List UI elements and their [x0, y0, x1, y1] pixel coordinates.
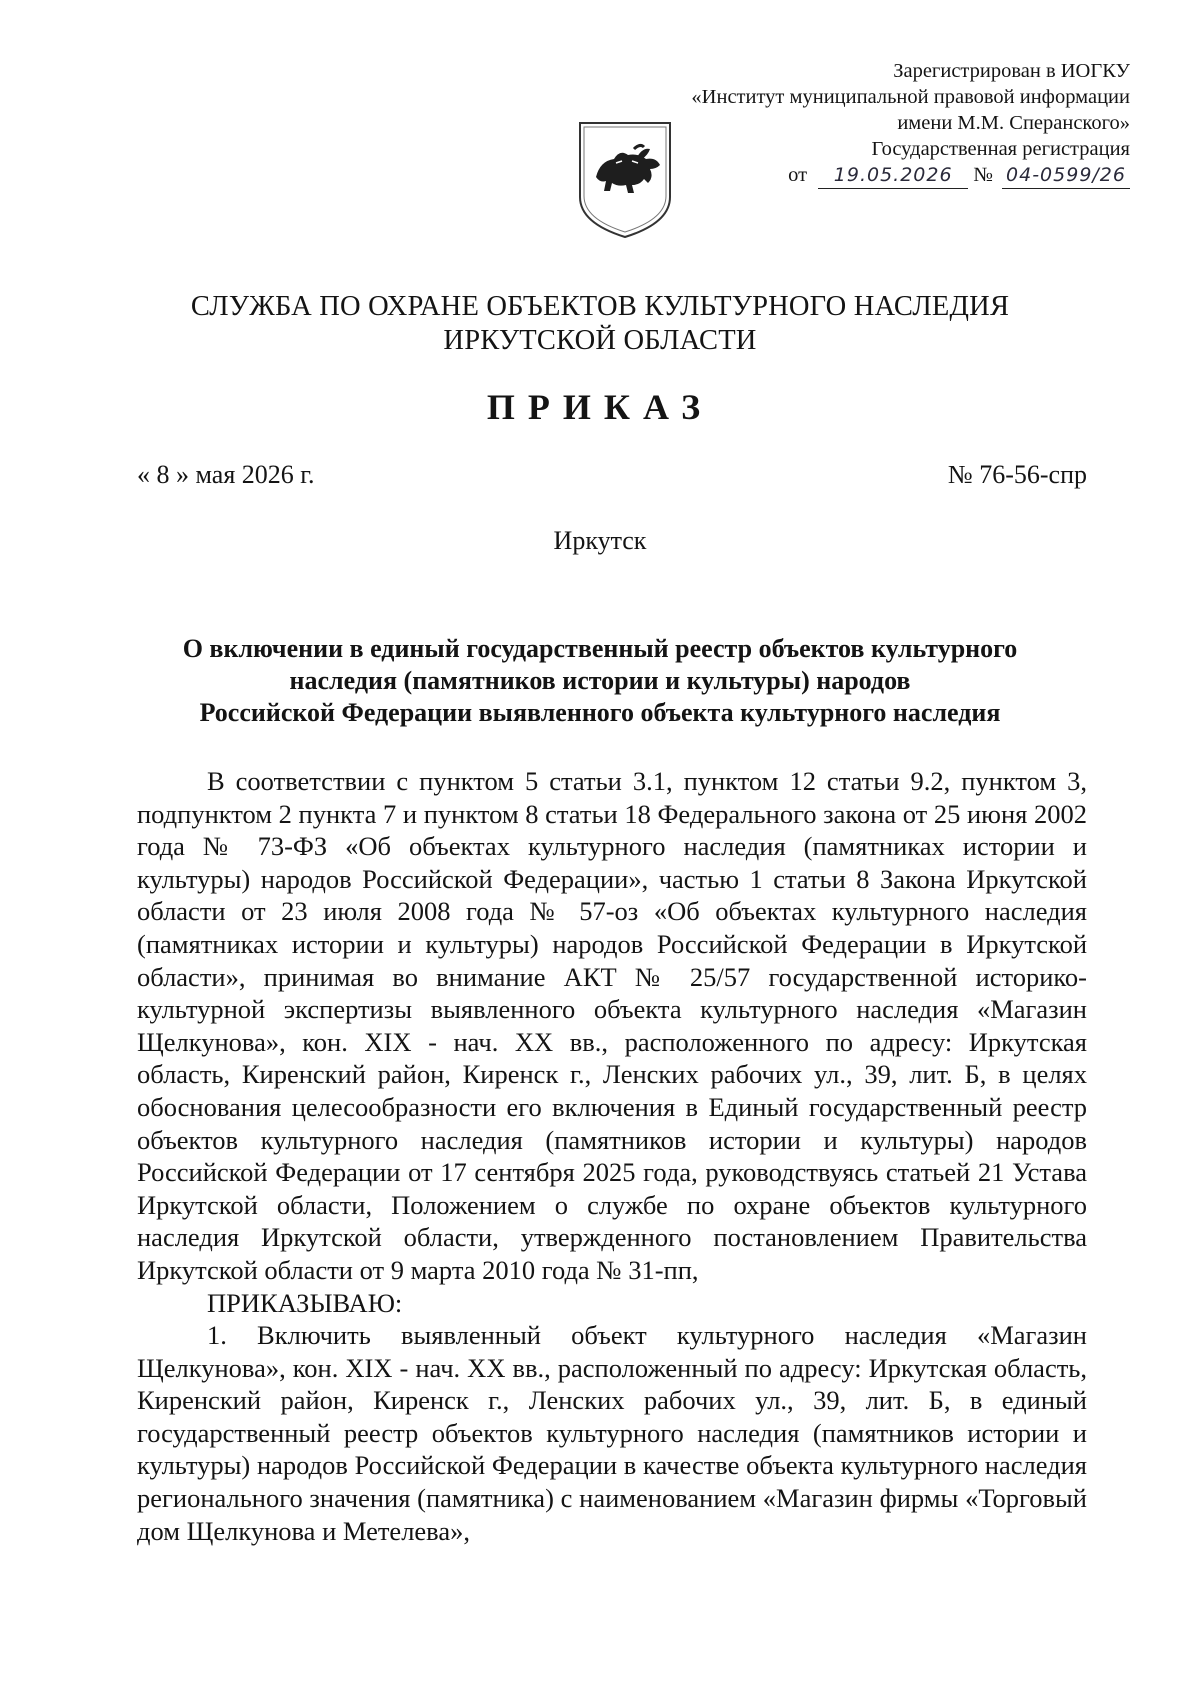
order-subject-line-3: Российской Федерации выявленного объекта культурного наследия: [199, 698, 1001, 727]
agency-name-line-1: СЛУЖБА ПО ОХРАНЕ ОБЪЕКТОВ КУЛЬТУРНОГО НАСЛЕДИЯ: [190, 291, 1010, 322]
coat-of-arms-irkutsk-icon: [576, 119, 674, 241]
registration-date-value: 19.05.2026: [818, 162, 968, 189]
order-body: [137, 765, 1087, 1547]
agency-name-line-2: ИРКУТСКОЙ ОБЛАСТИ: [443, 325, 757, 356]
registration-line-1: Зарегистрирован в ИОГКУ: [893, 60, 1130, 82]
order-directive-word: ПРИКАЗЫВАЮ:: [207, 1287, 403, 1318]
document-type-title: ПРИКАЗ: [486, 387, 714, 427]
registration-date-prefix: от: [788, 164, 808, 186]
order-subject-line-2: наследия (памятников истории и культуры) народов: [289, 666, 911, 695]
registration-line-3: имени М.М. Сперанского»: [897, 112, 1130, 134]
registration-number-value: 04-0599/26: [1002, 162, 1130, 189]
order-city: Иркутск: [553, 526, 647, 555]
order-preamble: В соответствии с пунктом 5 статьи 3.1, пунктом 12 статьи 9.2, пунктом 3, подпунктом 2 пункта 7 и пунктом 8 статьи 18 Федерального закона от 25 июня 2002 года № 73-ФЗ «Об объектах культурного наследия (памятниках истории и культуры) народов Российской Федерации», частью 1 статьи 8 Закона Иркутской области от 23 июля 2008 года № 57-оз «Об объектах культурного наследия (памятниках истории и культуры) народов Российской Федерации в Иркутской области», принимая во внимание АКТ № 25/57 государственной историко-культурной экспертизы выявленного объекта культурного наследия «Магазин Щелкунова», кон. XIX - нач. XX вв., расположенного по адресу: Иркутская область, Киренский район, Киренск г., Ленских рабочих ул., 39, лит. Б, в целях обоснования целесообразности его включения в Единый государственный реестр объектов культурного наследия (памятников истории и культуры) народов Российской Федерации от 17 сентября 2025 года, руководствуясь статьей 21 Устава Иркутской области, Положением о службе по охране объектов культурного наследия Иркутской области, утвержденного постановлением Правительства Иркутской области от 9 марта 2010 года № 31-пп,: [137, 766, 1087, 1285]
registration-number-prefix: №: [973, 164, 993, 186]
order-subject-line-1: О включении в единый государственный реестр объектов культурного: [182, 634, 1018, 663]
registration-line-4: Государственная регистрация: [871, 138, 1130, 160]
agency-name: [100, 290, 1100, 358]
order-subject: [120, 633, 1080, 729]
order-number: № 76-56-спр: [947, 460, 1087, 489]
order-item-1: 1. Включить выявленный объект культурного наследия «Магазин Щелкунова», кон. XIX - нач. XX вв., расположенный по адресу: Иркутская область, Киренский район, Киренск г., Ленских рабочих ул., 39, лит. Б, в единый государственный реестр объектов культурного наследия (памятников истории и культуры) народов Российской Федерации в качестве объекта культурного наследия регионального значения (памятника) с наименованием «Магазин фирмы «Торговый дом Щелкунова и Метелева»,: [137, 1320, 1087, 1546]
order-date: « 8 » мая 2026 г.: [137, 460, 315, 489]
registration-line-2: «Институт муниципальной правовой информации: [691, 86, 1130, 108]
